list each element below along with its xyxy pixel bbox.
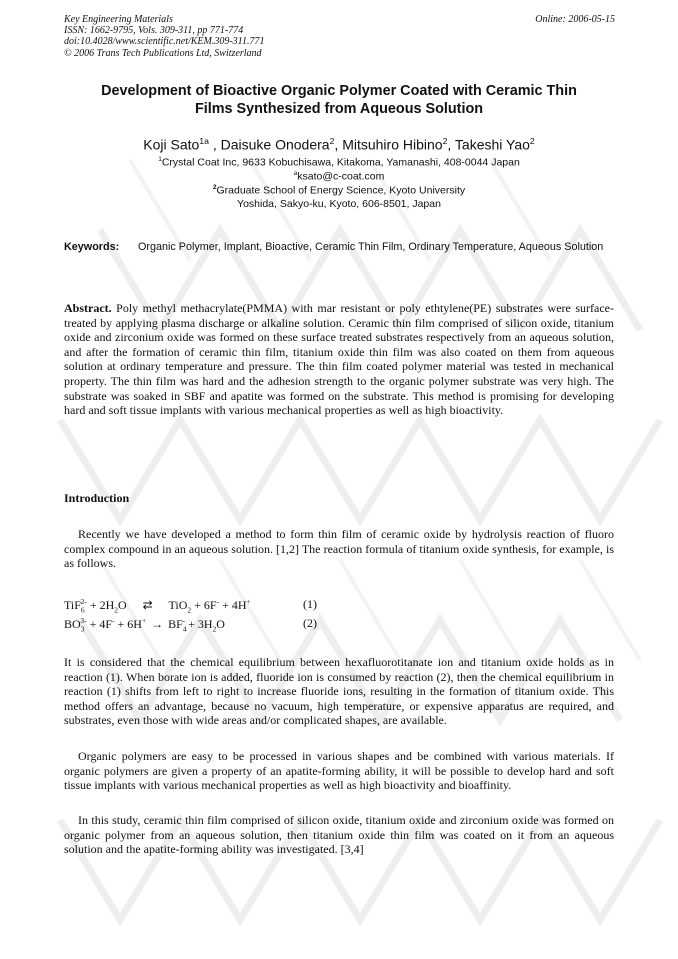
eq2-sub: 4: [182, 624, 187, 634]
author-name: Takeshi Yao: [454, 136, 530, 153]
eq2-sup: 3-: [80, 616, 87, 625]
intro-paragraph-1: Recently we have developed a method to form thin film of ceramic oxide by hydrolysis reaction of fluoro complex compound in an aqueous solution. [1,2] The reaction formula of titanium oxide synthesis, for example, is as follows.: [64, 527, 614, 571]
eq2-sub: 2: [212, 624, 217, 634]
abstract-label: Abstract.: [64, 301, 112, 315]
eq2-sub: 3: [80, 624, 85, 634]
intro-paragraph-2: It is considered that the chemical equilibrium between hexafluorotitanate ion and titanium oxide holds as in reaction (1). When borate ion is added, fluoride ion is consumed by reaction (2), then the chemical equilibrium in reaction (1) shifts from left to right to increase fluoride ions, resulting in the formation of titanium oxide. This method offers an advantage, because no vacuum, high temperature, or expensive apparatus are required, and substrates, even those with wide areas and/or complicated shapes, are available.: [64, 655, 614, 728]
eq2-term: O: [216, 617, 225, 631]
affiliation-2-line-2: Yoshida, Sakyo-ku, Kyoto, 606-8501, Japan: [237, 198, 441, 210]
affiliation-1-sup: 1: [158, 156, 162, 163]
title-line-2: Films Synthesized from Aqueous Solution: [194, 101, 484, 117]
equation-1-number: (1): [303, 597, 317, 611]
journal-name: Key Engineering Materials: [64, 14, 173, 25]
eq1-term: + 4H: [219, 598, 247, 612]
author-superscript: 2: [329, 136, 335, 146]
eq2-term: + 3H: [185, 617, 213, 631]
journal-copyright: © 2006 Trans Tech Publications Ltd, Switzerland: [64, 47, 262, 59]
affiliation-2: [40, 184, 638, 197]
abstract-paragraph: [64, 301, 614, 418]
eq1-sub: 6: [80, 605, 85, 615]
author-name: Daisuke Onodera: [220, 136, 330, 153]
email-line: [40, 170, 638, 183]
intro-paragraph-3: Organic polymers are easy to be processed in various shapes and be combined with various materials. If organic polymers are given a property of an apatite-forming ability, it will be possible to develop hard and soft tissue implants with various mechanical properties as well as high bioactivity and bioaffinity.: [64, 749, 614, 793]
equation-2: [64, 616, 225, 633]
intro-paragraph-4: In this study, ceramic thin film comprised of silicon oxide, titanium oxide and zirconium oxide was formed on organic polymer from an aqueous solution, then titanium oxide thin film was coated on it from an aqueous solution and the apatite-forming ability was investigated. [3,4]: [64, 813, 614, 857]
author-superscript: 1a: [199, 136, 209, 146]
author-name: Koji Sato: [143, 136, 200, 153]
eq1-sub: 2: [114, 605, 118, 615]
abstract-text: Poly methyl methacrylate(PMMA) with mar resistant or poly ethtylene(PE) substrates were surface-treated by applying plasma discharge or alkaline solution. Ceramic thin film comprised of silicon oxide, titanium oxide and zirconium oxide was formed on these surface treated substrates respectively from an aqueous solution, and after the formation of ceramic thin film, titanium oxide thin film was also coated on them from aqueous solution at ordinary temperature and pressure. The thin film coated polymer material was tested in mechanical property. The thin film was hard and the adhesion strength to the organic polymer substrate was very high. The substrate was soaked in SBF and apatite was formed on the substrate. This method is promising for developing hard and soft tissue implants with various mechanical properties as well as high bioactivity.: [64, 301, 614, 418]
eq1-sup: -: [216, 597, 220, 606]
email-sup: a: [293, 170, 298, 177]
author-name: Mitsuhiro Hibino: [342, 136, 443, 153]
journal-issn: ISSN: 1662-9795, Vols. 309-311, pp 771-774: [64, 25, 244, 37]
eq1-term: + 6F: [191, 598, 217, 612]
equation-2-number: (2): [303, 616, 317, 630]
eq1-sub: 2: [187, 605, 192, 615]
eq2-term: BF: [165, 617, 183, 631]
eq2-sup: -: [182, 616, 186, 625]
keywords-block: [64, 240, 614, 255]
author-superscript: 2: [442, 136, 448, 146]
eq2-sup: +: [141, 616, 147, 625]
journal-doi: doi:10.4028/www.scientific.net/KEM.309-311.771: [64, 36, 265, 48]
online-date: Online: 2006-05-15: [535, 14, 615, 25]
author-separator: ,: [334, 136, 343, 153]
introduction-heading: Introduction: [64, 491, 130, 505]
author-separator: ,: [208, 136, 221, 153]
affiliation-1: [40, 156, 638, 169]
eq1-term: TiF: [64, 598, 81, 612]
title-line-1: Development of Bioactive Organic Polymer Coated with Ceramic Thin: [101, 83, 577, 99]
keywords-text: Organic Polymer, Implant, Bioactive, Ceramic Thin Film, Ordinary Temperature, Aqueous Solution: [138, 241, 604, 253]
author-superscript: 2: [529, 136, 535, 146]
eq2-sup: -: [112, 616, 115, 625]
eq2-term: BO: [64, 617, 81, 631]
email-address[interactable]: ksato@c-coat.com: [297, 170, 385, 183]
keywords-label: Keywords:: [64, 241, 120, 253]
keywords-label-text: Keywords: [64, 241, 116, 253]
equation-1: [64, 597, 251, 614]
author-list: [40, 136, 638, 153]
eq1-sup: +: [246, 597, 251, 606]
journal-header: [64, 14, 264, 59]
affiliation-1-text: Crystal Coat Inc, 9633 Kobuchisawa, Kitakoma, Yamanashi, 408-0044 Japan: [161, 156, 520, 169]
eq2-term: + 6H: [114, 617, 142, 631]
affiliation-2-line-1: Graduate School of Energy Science, Kyoto University: [216, 184, 466, 197]
reaction-arrow-icon: →: [151, 617, 164, 631]
eq1-term: + 2H: [86, 598, 115, 612]
paper-title: [60, 82, 618, 118]
eq2-term: + 4F: [86, 617, 113, 631]
eq1-sup: 2-: [80, 597, 87, 606]
eq1-term: O: [118, 598, 127, 612]
eq1-term: TiO: [168, 598, 188, 612]
author-separator: ,: [447, 136, 455, 153]
affiliation-2-sup: 2: [212, 184, 217, 191]
equilibrium-arrow-icon: ⇄: [142, 598, 153, 612]
